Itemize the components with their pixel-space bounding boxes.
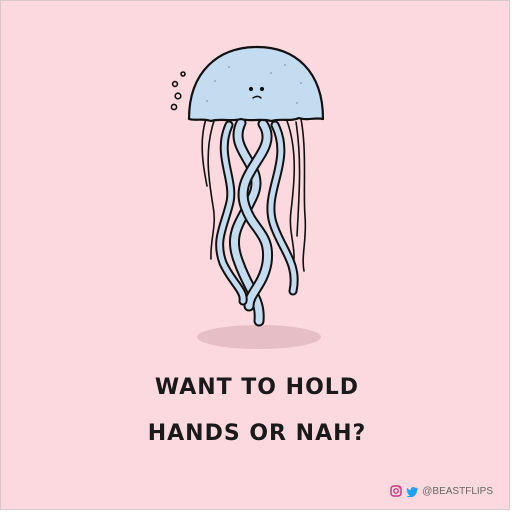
artist-handle: @BEASTFLIPS xyxy=(422,485,493,497)
jellyfish-bell xyxy=(189,47,323,121)
artist-credit xyxy=(390,485,493,497)
instagram-icon xyxy=(390,485,402,497)
caption-line-2: HANDS OR NAH? xyxy=(147,421,367,446)
caption-line-1: WANT TO HOLD xyxy=(154,375,360,400)
bubbles xyxy=(171,72,185,110)
twitter-icon xyxy=(406,485,418,497)
jellyfish-shadow xyxy=(197,325,321,349)
thick-tentacles xyxy=(220,123,295,321)
